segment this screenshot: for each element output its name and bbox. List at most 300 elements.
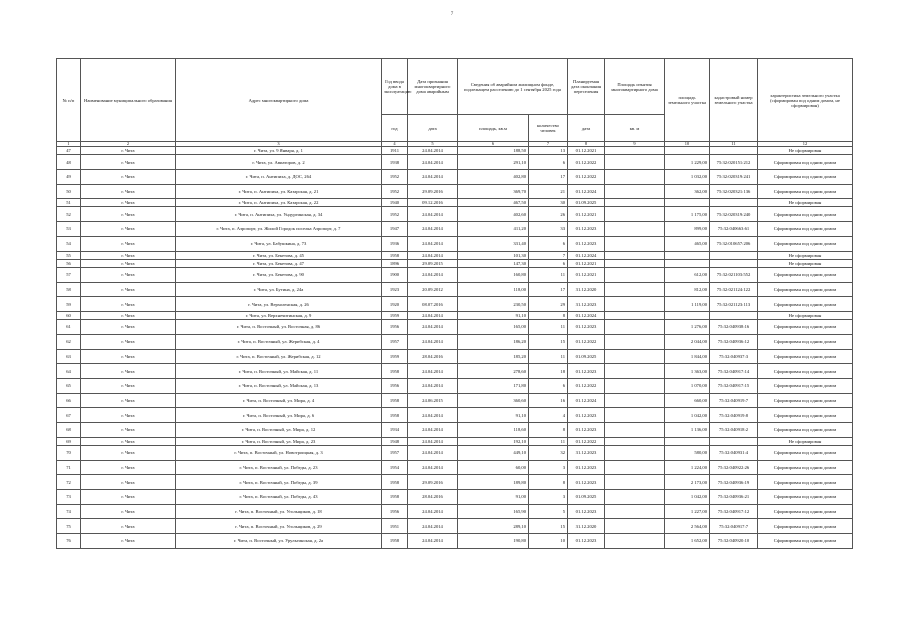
address-cell: г. Чита, п. Восточный, ул. Мира, д. 4 xyxy=(176,393,382,408)
address-cell: г. Чита, п. Восточный, ул. Победы, д. 39 xyxy=(176,475,382,490)
year-built-cell: 1952 xyxy=(382,169,408,184)
area-cell: 411,20 xyxy=(458,222,529,237)
address-cell: г. Чита, п. Восточный, ул. Майская, д. 13 xyxy=(176,378,382,393)
date-declared-cell: 29.09.2015 xyxy=(408,259,458,267)
municipality-cell: г. Чита xyxy=(81,437,176,445)
land-area-cell xyxy=(665,251,710,259)
people-count-cell: 10 xyxy=(529,533,568,548)
cadastral-number-cell: 75:32:021124:122 xyxy=(710,282,758,297)
address-cell: г. Чита, п. Восточный, ул. Майская, д. 11 xyxy=(176,364,382,379)
land-characteristic-cell: Не сформирован xyxy=(758,259,853,267)
cadastral-number-cell: 75:32:040922:26 xyxy=(710,460,758,475)
area-extraction-cell xyxy=(605,282,665,297)
land-area-cell: 1 042,00 xyxy=(665,408,710,423)
cadastral-number-cell: 75:32:040917:14 xyxy=(710,364,758,379)
people-count-cell: 18 xyxy=(529,364,568,379)
row-number-cell: 48 xyxy=(57,155,81,170)
land-characteristic-cell: Сформирован под одним домом xyxy=(758,445,853,460)
municipality-cell: г. Чита xyxy=(81,408,176,423)
municipality-cell: г. Чита xyxy=(81,184,176,199)
area-extraction-cell xyxy=(605,364,665,379)
date-declared-cell: 28.04.2016 xyxy=(408,349,458,364)
municipality-cell: г. Чита xyxy=(81,422,176,437)
area-extraction-cell xyxy=(605,475,665,490)
cadastral-number-cell: 75:32:020319:241 xyxy=(710,169,758,184)
address-cell: г. Чита, ул. Верхоленская, д. 26 xyxy=(176,297,382,312)
land-characteristic-cell: Сформирован под одним домом xyxy=(758,519,853,534)
table-row xyxy=(57,147,853,155)
planned-date-cell: 01.09.2025 xyxy=(568,489,605,504)
date-declared-cell: 24.04.2014 xyxy=(408,334,458,349)
land-characteristic-cell: Не сформирован xyxy=(758,437,853,445)
cadastral-number-cell: 75:32:040936:12 xyxy=(710,334,758,349)
area-cell: 186,20 xyxy=(458,334,529,349)
area-extraction-cell xyxy=(605,334,665,349)
municipality-cell: г. Чита xyxy=(81,199,176,207)
area-extraction-cell xyxy=(605,184,665,199)
land-characteristic-cell: Сформирован под одним домом xyxy=(758,475,853,490)
table-row xyxy=(57,349,853,364)
municipality-cell: г. Чита xyxy=(81,207,176,222)
row-number-cell: 60 xyxy=(57,311,81,319)
year-built-cell: 1947 xyxy=(382,222,408,237)
address-cell: г. Чита, п. Восточный, ул. Жерибская, д. 12 xyxy=(176,349,382,364)
date-declared-cell: 24.04.2014 xyxy=(408,364,458,379)
area-cell: 369,70 xyxy=(458,184,529,199)
address-cell: г. Чита, ул. Бекетова, д. 45 xyxy=(176,251,382,259)
land-characteristic-cell: Сформирован под одним домом xyxy=(758,334,853,349)
area-cell: 118,00 xyxy=(458,282,529,297)
address-cell: г. Чита, п. Восточный, ул. Жерибская, д. 4 xyxy=(176,334,382,349)
municipality-cell: г. Чита xyxy=(81,519,176,534)
cadastral-number-cell: 75:32:040919:8 xyxy=(710,408,758,423)
year-built-cell: 1959 xyxy=(382,349,408,364)
people-count-cell: 17 xyxy=(529,169,568,184)
municipality-cell: г. Чита xyxy=(81,311,176,319)
area-cell: 192,10 xyxy=(458,437,529,445)
area-cell: 190,80 xyxy=(458,533,529,548)
header-land-area: площадь земельного участка xyxy=(665,59,710,142)
cadastral-number-cell: 75:32:020151:212 xyxy=(710,155,758,170)
planned-date-cell: 01.12.2023 xyxy=(568,422,605,437)
people-count-cell: 11 xyxy=(529,437,568,445)
date-declared-cell: 08.07.2016 xyxy=(408,297,458,312)
people-count-cell: 6 xyxy=(529,236,568,251)
people-count-cell: 15 xyxy=(529,334,568,349)
cadastral-number-cell: 75:32:040917:15 xyxy=(710,378,758,393)
cadastral-number-cell xyxy=(710,199,758,207)
land-characteristic-cell: Не сформирован xyxy=(758,199,853,207)
planned-date-cell: 01.12.2024 xyxy=(568,311,605,319)
year-built-cell: 1958 xyxy=(382,533,408,548)
land-area-cell xyxy=(665,147,710,155)
year-built-cell: 1956 xyxy=(382,320,408,335)
land-area-cell xyxy=(665,199,710,207)
row-number-cell: 69 xyxy=(57,437,81,445)
people-count-cell: 32 xyxy=(529,445,568,460)
row-number-cell: 51 xyxy=(57,199,81,207)
year-built-cell: 1938 xyxy=(382,155,408,170)
cadastral-number-cell: 75:32:040920:10 xyxy=(710,533,758,548)
area-cell: 165,00 xyxy=(458,320,529,335)
row-number-cell: 67 xyxy=(57,408,81,423)
table-row xyxy=(57,155,853,170)
year-built-cell: 1958 xyxy=(382,393,408,408)
area-cell: 449,10 xyxy=(458,445,529,460)
area-extraction-cell xyxy=(605,422,665,437)
row-number-cell: 47 xyxy=(57,147,81,155)
year-built-cell: 1934 xyxy=(382,422,408,437)
header-planned-date: Планируемая дата окончания переселения xyxy=(568,59,605,115)
row-number-cell: 75 xyxy=(57,519,81,534)
planned-date-cell: 31.12.2020 xyxy=(568,519,605,534)
municipality-cell: г. Чита xyxy=(81,378,176,393)
subheader-year: год xyxy=(382,115,408,142)
table-row xyxy=(57,267,853,282)
row-number-cell: 76 xyxy=(57,533,81,548)
address-cell: г. Чита, п. Аэропорт, ул. Жилой Городок поселка Аэропорт, д. 7 xyxy=(176,222,382,237)
header-land-char: характеристика земельного участка (сформирован под одним домом, не сформирован) xyxy=(758,59,853,142)
row-number-cell: 65 xyxy=(57,378,81,393)
date-declared-cell: 24.04.2014 xyxy=(408,207,458,222)
column-number: 12 xyxy=(758,142,853,147)
year-built-cell: 1959 xyxy=(382,311,408,319)
row-number-cell: 66 xyxy=(57,393,81,408)
municipality-cell: г. Чита xyxy=(81,334,176,349)
date-declared-cell: 28.04.2016 xyxy=(408,489,458,504)
people-count-cell: 11 xyxy=(529,320,568,335)
land-characteristic-cell: Сформирован под одним домом xyxy=(758,364,853,379)
year-built-cell: 1911 xyxy=(382,147,408,155)
planned-date-cell: 01.12.2021 xyxy=(568,147,605,155)
land-characteristic-cell: Сформирован под одним домом xyxy=(758,169,853,184)
date-declared-cell: 24.04.2014 xyxy=(408,504,458,519)
land-characteristic-cell: Сформирован под одним домом xyxy=(758,282,853,297)
municipality-cell: г. Чита xyxy=(81,504,176,519)
address-cell: г. Чита, п. Антипиха, д. ДОС, 264 xyxy=(176,169,382,184)
cadastral-number-cell: 75:32:040917:7 xyxy=(710,519,758,534)
municipality-cell: г. Чита xyxy=(81,147,176,155)
year-built-cell: 1958 xyxy=(382,475,408,490)
people-count-cell: 26 xyxy=(529,207,568,222)
land-area-cell: 580,00 xyxy=(665,445,710,460)
header-address: Адрес многоквартирного дома xyxy=(176,59,382,142)
people-count-cell: 6 xyxy=(529,155,568,170)
address-cell: г. Чита, ул. Бутина, д. 24а xyxy=(176,282,382,297)
planned-date-cell: 01.12.2024 xyxy=(568,184,605,199)
area-cell: 165,90 xyxy=(458,504,529,519)
table-row xyxy=(57,320,853,335)
date-declared-cell: 24.04.2014 xyxy=(408,155,458,170)
table-row xyxy=(57,393,853,408)
area-cell: 118,60 xyxy=(458,422,529,437)
date-declared-cell: 24.04.2014 xyxy=(408,169,458,184)
address-cell: г. Чита, п. Восточный, ул. Урульгинская, д. 2а xyxy=(176,533,382,548)
area-extraction-cell xyxy=(605,267,665,282)
area-cell: 91,10 xyxy=(458,311,529,319)
row-number-cell: 56 xyxy=(57,259,81,267)
people-count-cell: 3 xyxy=(529,489,568,504)
area-extraction-cell xyxy=(605,297,665,312)
year-built-cell: 1896 xyxy=(382,259,408,267)
row-number-cell: 50 xyxy=(57,184,81,199)
date-declared-cell: 29.09.2016 xyxy=(408,475,458,490)
table-row xyxy=(57,334,853,349)
header-area-extraction: Площадь изъятия многоквартирного дома xyxy=(605,59,665,115)
table-row xyxy=(57,445,853,460)
municipality-cell: г. Чита xyxy=(81,320,176,335)
cadastral-number-cell xyxy=(710,437,758,445)
row-number-cell: 64 xyxy=(57,364,81,379)
cadastral-number-cell: 75:32:040917:12 xyxy=(710,504,758,519)
land-characteristic-cell: Сформирован под одним домом xyxy=(758,393,853,408)
cadastral-number-cell: 75:32:010657:206 xyxy=(710,236,758,251)
table-row xyxy=(57,533,853,548)
row-number-cell: 52 xyxy=(57,207,81,222)
municipality-cell: г. Чита xyxy=(81,489,176,504)
area-extraction-cell xyxy=(605,519,665,534)
area-extraction-cell xyxy=(605,533,665,548)
table-row xyxy=(57,489,853,504)
people-count-cell: 13 xyxy=(529,147,568,155)
table-row xyxy=(57,475,853,490)
subheader-people: количество человек xyxy=(529,115,568,142)
municipality-cell: г. Чита xyxy=(81,349,176,364)
people-count-cell: 17 xyxy=(529,282,568,297)
planned-date-cell: 01.12.2022 xyxy=(568,378,605,393)
area-extraction-cell xyxy=(605,349,665,364)
area-cell: 91,10 xyxy=(458,408,529,423)
table-row xyxy=(57,504,853,519)
land-area-cell: 1 119,00 xyxy=(665,297,710,312)
land-characteristic-cell: Не сформирован xyxy=(758,311,853,319)
land-area-cell: 1 136,00 xyxy=(665,422,710,437)
land-characteristic-cell: Сформирован под одним домом xyxy=(758,460,853,475)
year-built-cell: 1956 xyxy=(382,504,408,519)
area-extraction-cell xyxy=(605,504,665,519)
land-characteristic-cell: Не сформирован xyxy=(758,147,853,155)
people-count-cell: 33 xyxy=(529,222,568,237)
area-extraction-cell xyxy=(605,445,665,460)
area-extraction-cell xyxy=(605,320,665,335)
subheader-date: дата xyxy=(408,115,458,142)
row-number-cell: 54 xyxy=(57,236,81,251)
year-built-cell: 1954 xyxy=(382,460,408,475)
people-count-cell: 11 xyxy=(529,267,568,282)
address-cell: г. Чита, п. Восточный, ул. Угольщиков, д. 18 xyxy=(176,504,382,519)
planned-date-cell: 31.12.2020 xyxy=(568,282,605,297)
column-number: 1 xyxy=(57,142,81,147)
area-cell: 60,00 xyxy=(458,460,529,475)
row-number-cell: 70 xyxy=(57,445,81,460)
area-cell: 402,80 xyxy=(458,169,529,184)
table-row xyxy=(57,519,853,534)
area-extraction-cell xyxy=(605,251,665,259)
area-extraction-cell xyxy=(605,437,665,445)
land-characteristic-cell: Сформирован под одним домом xyxy=(758,504,853,519)
date-declared-cell: 24.04.2014 xyxy=(408,320,458,335)
date-declared-cell: 24.04.2014 xyxy=(408,408,458,423)
people-count-cell: 8 xyxy=(529,422,568,437)
municipality-cell: г. Чита xyxy=(81,236,176,251)
municipality-cell: г. Чита xyxy=(81,259,176,267)
land-area-cell xyxy=(665,259,710,267)
row-number-cell: 49 xyxy=(57,169,81,184)
land-characteristic-cell: Сформирован под одним домом xyxy=(758,222,853,237)
land-area-cell: 1 175,00 xyxy=(665,207,710,222)
date-declared-cell: 24.06.2015 xyxy=(408,393,458,408)
area-cell: 185,20 xyxy=(458,349,529,364)
people-count-cell: 8 xyxy=(529,475,568,490)
planned-date-cell: 01.12.2023 xyxy=(568,460,605,475)
planned-date-cell: 01.12.2022 xyxy=(568,169,605,184)
area-cell: 147,30 xyxy=(458,259,529,267)
area-cell: 289,10 xyxy=(458,519,529,534)
planned-date-cell: 01.12.2022 xyxy=(568,334,605,349)
area-extraction-cell xyxy=(605,311,665,319)
land-area-cell: 2 173,00 xyxy=(665,475,710,490)
row-number-cell: 73 xyxy=(57,489,81,504)
land-area-cell: 1 224,00 xyxy=(665,460,710,475)
year-built-cell: 1958 xyxy=(382,251,408,259)
area-extraction-cell xyxy=(605,155,665,170)
column-number: 11 xyxy=(710,142,758,147)
row-number-cell: 71 xyxy=(57,460,81,475)
row-number-cell: 58 xyxy=(57,282,81,297)
people-count-cell: 3 xyxy=(529,460,568,475)
cadastral-number-cell xyxy=(710,311,758,319)
municipality-cell: г. Чита xyxy=(81,445,176,460)
year-built-cell: 1958 xyxy=(382,364,408,379)
header-date-declared: Дата признания многоквартирного дома аварийным xyxy=(408,59,458,115)
land-characteristic-cell: Сформирован под одним домом xyxy=(758,320,853,335)
people-count-cell: 21 xyxy=(529,184,568,199)
land-characteristic-cell: Сформирован под одним домом xyxy=(758,489,853,504)
land-area-cell: 1 363,00 xyxy=(665,364,710,379)
cadastral-number-cell: 75:32:040918:2 xyxy=(710,422,758,437)
subheader-date2: дата xyxy=(568,115,605,142)
planned-date-cell: 01.12.2024 xyxy=(568,393,605,408)
municipality-cell: г. Чита xyxy=(81,155,176,170)
land-characteristic-cell: Сформирован под одним домом xyxy=(758,378,853,393)
planned-date-cell: 01.12.2024 xyxy=(568,251,605,259)
date-declared-cell: 29.09.2016 xyxy=(408,184,458,199)
address-cell: г. Чита, п. Восточный, ул. Победы, д. 23 xyxy=(176,460,382,475)
header-cadastral: кадастровый номер земельного участка xyxy=(710,59,758,142)
cadastral-number-cell: 75:32:021103:552 xyxy=(710,267,758,282)
land-characteristic-cell: Сформирован под одним домом xyxy=(758,207,853,222)
date-declared-cell: 24.04.2014 xyxy=(408,437,458,445)
year-built-cell: 1948 xyxy=(382,437,408,445)
row-number-cell: 59 xyxy=(57,297,81,312)
cadastral-number-cell: 75:32:021123:113 xyxy=(710,297,758,312)
area-cell: 171,80 xyxy=(458,378,529,393)
emergency-housing-table xyxy=(56,58,853,549)
year-built-cell: 1900 xyxy=(382,267,408,282)
year-built-cell: 1936 xyxy=(382,236,408,251)
table-body xyxy=(57,147,853,549)
people-count-cell: 29 xyxy=(529,297,568,312)
address-cell: г. Чита, ул. Бабушкина, д. 73 xyxy=(176,236,382,251)
area-cell: 188,50 xyxy=(458,147,529,155)
cadastral-number-cell: 75:32:040937:3 xyxy=(710,349,758,364)
row-number-cell: 55 xyxy=(57,251,81,259)
municipality-cell: г. Чита xyxy=(81,393,176,408)
subheader-sqm: кв. м xyxy=(605,115,665,142)
land-area-cell: 1 070,00 xyxy=(665,378,710,393)
cadastral-number-cell xyxy=(710,147,758,155)
land-area-cell xyxy=(665,311,710,319)
table-row xyxy=(57,364,853,379)
address-cell: г. Чита, ул. Авиаторов, д. 2 xyxy=(176,155,382,170)
address-cell: г. Чита, п. Восточный, ул. Мира, д. 23 xyxy=(176,437,382,445)
row-number-cell: 61 xyxy=(57,320,81,335)
planned-date-cell: 01.12.2023 xyxy=(568,408,605,423)
land-characteristic-cell: Сформирован под одним домом xyxy=(758,155,853,170)
column-number: 8 xyxy=(568,142,605,147)
planned-date-cell: 01.12.2021 xyxy=(568,207,605,222)
column-number: 4 xyxy=(382,142,408,147)
area-cell: 91,00 xyxy=(458,489,529,504)
year-built-cell: 1952 xyxy=(382,184,408,199)
area-cell: 360,60 xyxy=(458,393,529,408)
header-num: № п/п xyxy=(57,59,81,142)
cadastral-number-cell: 75:32:040663:61 xyxy=(710,222,758,237)
table-row xyxy=(57,437,853,445)
municipality-cell: г. Чита xyxy=(81,297,176,312)
area-extraction-cell xyxy=(605,378,665,393)
header-info-group: Сведения об аварийном жилищном фонде, подлежащем расселению до 1 сентября 2025 года xyxy=(458,59,568,115)
area-extraction-cell xyxy=(605,147,665,155)
year-built-cell: 1951 xyxy=(382,519,408,534)
planned-date-cell: 31.12.2023 xyxy=(568,297,605,312)
cadastral-number-cell: 75:32:040936:21 xyxy=(710,489,758,504)
municipality-cell: г. Чита xyxy=(81,282,176,297)
row-number-cell: 57 xyxy=(57,267,81,282)
area-cell: 230,50 xyxy=(458,297,529,312)
date-declared-cell: 24.04.2014 xyxy=(408,222,458,237)
table-row xyxy=(57,311,853,319)
planned-date-cell: 01.12.2023 xyxy=(568,504,605,519)
year-built-cell: 1940 xyxy=(382,199,408,207)
land-characteristic-cell: Сформирован под одним домом xyxy=(758,184,853,199)
land-area-cell: 1 032,00 xyxy=(665,169,710,184)
area-cell: 101,30 xyxy=(458,251,529,259)
column-number: 2 xyxy=(81,142,176,147)
row-number-cell: 68 xyxy=(57,422,81,437)
people-count-cell: 7 xyxy=(529,251,568,259)
area-cell: 331,40 xyxy=(458,236,529,251)
row-number-cell: 63 xyxy=(57,349,81,364)
table-row xyxy=(57,251,853,259)
subheader-area: площадь, кв.м xyxy=(458,115,529,142)
table-row xyxy=(57,259,853,267)
table-row xyxy=(57,408,853,423)
municipality-cell: г. Чита xyxy=(81,475,176,490)
date-declared-cell: 24.04.2014 xyxy=(408,311,458,319)
land-characteristic-cell: Не сформирован xyxy=(758,251,853,259)
date-declared-cell: 09.12.2016 xyxy=(408,199,458,207)
area-extraction-cell xyxy=(605,236,665,251)
area-cell: 402,60 xyxy=(458,207,529,222)
planned-date-cell: 01.12.2023 xyxy=(568,533,605,548)
area-cell: 189,80 xyxy=(458,475,529,490)
people-count-cell: 5 xyxy=(529,504,568,519)
area-extraction-cell xyxy=(605,199,665,207)
cadastral-number-cell: 75:32:040931:4 xyxy=(710,445,758,460)
cadastral-number-cell: 75:32:020319:240 xyxy=(710,207,758,222)
land-area-cell: 2 564,00 xyxy=(665,519,710,534)
